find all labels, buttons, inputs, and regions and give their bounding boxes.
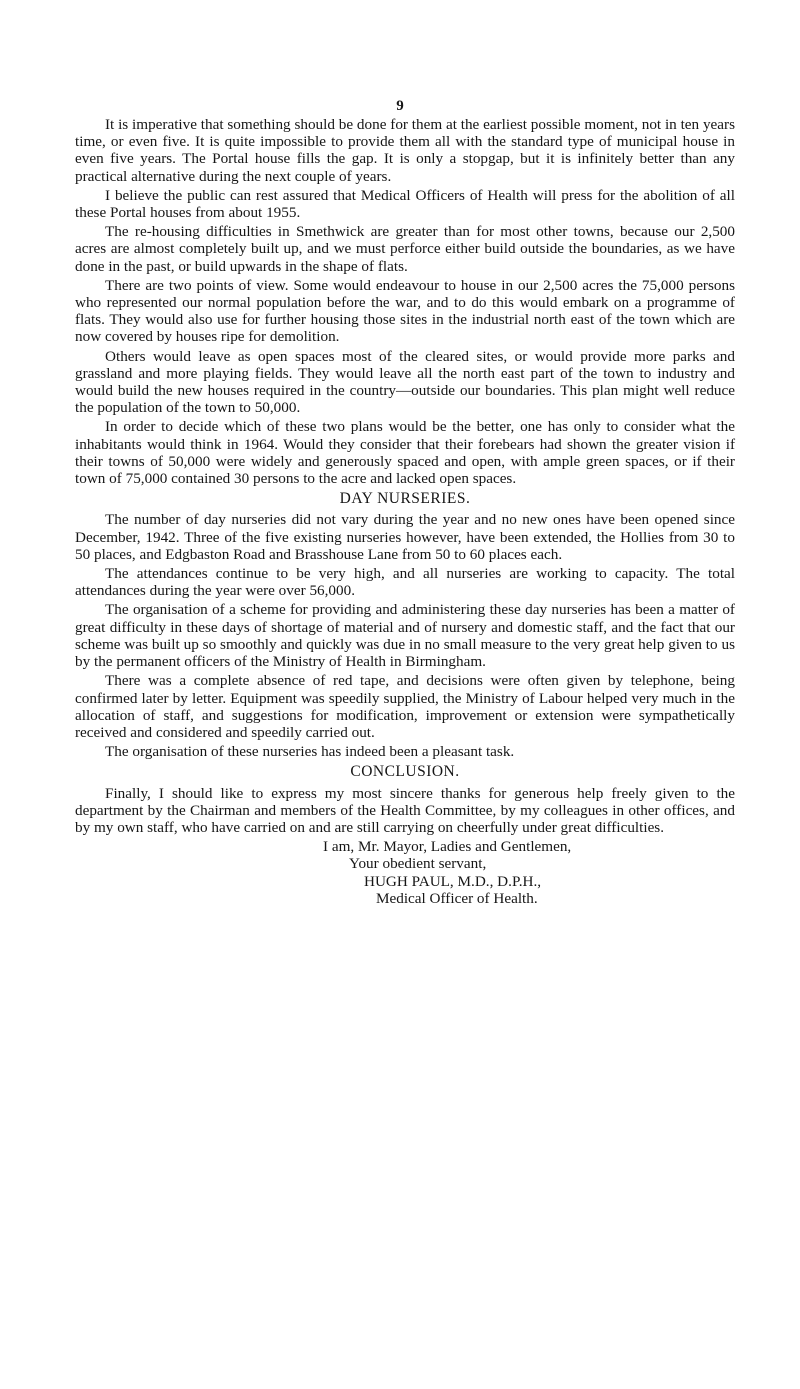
paragraph: There are two points of view. Some would endeavour to house in our 2,500 acres the 75,000 persons who represented our normal population before the war, and to do this would embark on a programme of flats. They would also use for further housing those sites in the industrial north east of the town which are now covered by houses ripe for demolition. [75,276,735,346]
paragraph: The re-housing difficulties in Smethwick are greater than for most other towns, because our 2,500 acres are almost completely built up, and we must perforce either build outside the boundaries, as we have done in the past, or build upwards in the shape of flats. [75,223,735,275]
paragraph: The attendances continue to be very high, and all nurseries are working to capacity. The total attendances during the year were over 56,000. [75,565,735,600]
section-heading-conclusion: CONCLUSION. [350,763,460,781]
report-body [75,116,735,907]
paragraph: The number of day nurseries did not vary during the year and no new ones have been opened since December, 1942. Three of the five existing nurseries however, have been extended, the Hollies from 30 to 50 places, and Edgbaston Road and Brasshouse Lane from 50 to 60 places each. [75,511,735,563]
section-heading-day-nurseries: DAY NURSERIES. [339,490,471,508]
paragraph: The organisation of a scheme for providing and administering these day nurseries has been a matter of great difficulty in these days of shortage of material and of nursery and domestic staff, and the fact that our scheme was built up so smoothly and quickly was due in no small measure to the very great help given to us by the permanent officers of the Ministry of Health in Birmingham. [75,601,735,671]
paragraph: Others would leave as open spaces most of the cleared sites, or would provide more parks and grassland and more playing fields. They would leave all the north east part of the town to industry and would build the new houses required in the country—outside our boundaries. This plan might well reduce the population of the town to 50,000. [75,347,735,417]
paragraph: It is imperative that something should be done for them at the earliest possible moment, not in ten years time, or even five. It is quite impossible to provide them all with the standard type of municipal house in even five years. The Portal house fills the gap. It is only a stopgap, but it is infinitely better than any practical alternative during the next couple of years. [75,116,735,185]
page-number: 9 [396,98,404,114]
signoff-greeting: I am, Mr. Mayor, Ladies and Gentlemen, [323,838,572,856]
signoff [75,838,735,907]
paragraph: Finally, I should like to express my most sincere thanks for generous help freely given to the department by the Chairman and members of the Health Committee, by my colleagues in other offices, and by my own staff, who have carried on and are still carrying on cheerfully under great difficulties. [75,784,735,836]
paragraph: The organisation of these nurseries has indeed been a pleasant task. [105,743,515,761]
signoff-closing: Your obedient servant, [349,855,487,873]
paragraph: In order to decide which of these two plans would be the better, one has only to consider what the inhabitants would think in 1964. Would they consider that their forebears had shown the greater vision if their towns of 50,000 were widely and generously spaced and open, with ample green spaces, or if their town of 75,000 contained 30 persons to the acre and lacked open spaces. [75,418,735,488]
signoff-title: Medical Officer of Health. [376,889,538,907]
signoff-name: HUGH PAUL, M.D., D.P.H., [364,872,542,890]
paragraph: I believe the public can rest assured that Medical Officers of Health will press for the abolition of all these Portal houses from about 1955. [75,186,735,222]
paragraph: There was a complete absence of red tape, and decisions were often given by telephone, being confirmed later by letter. Equipment was speedily supplied, the Ministry of Labour helped very much in the allocation of staff, and suggestions for modification, improvement or extension were sympathetically received and considered and speedily carried out. [75,672,735,741]
